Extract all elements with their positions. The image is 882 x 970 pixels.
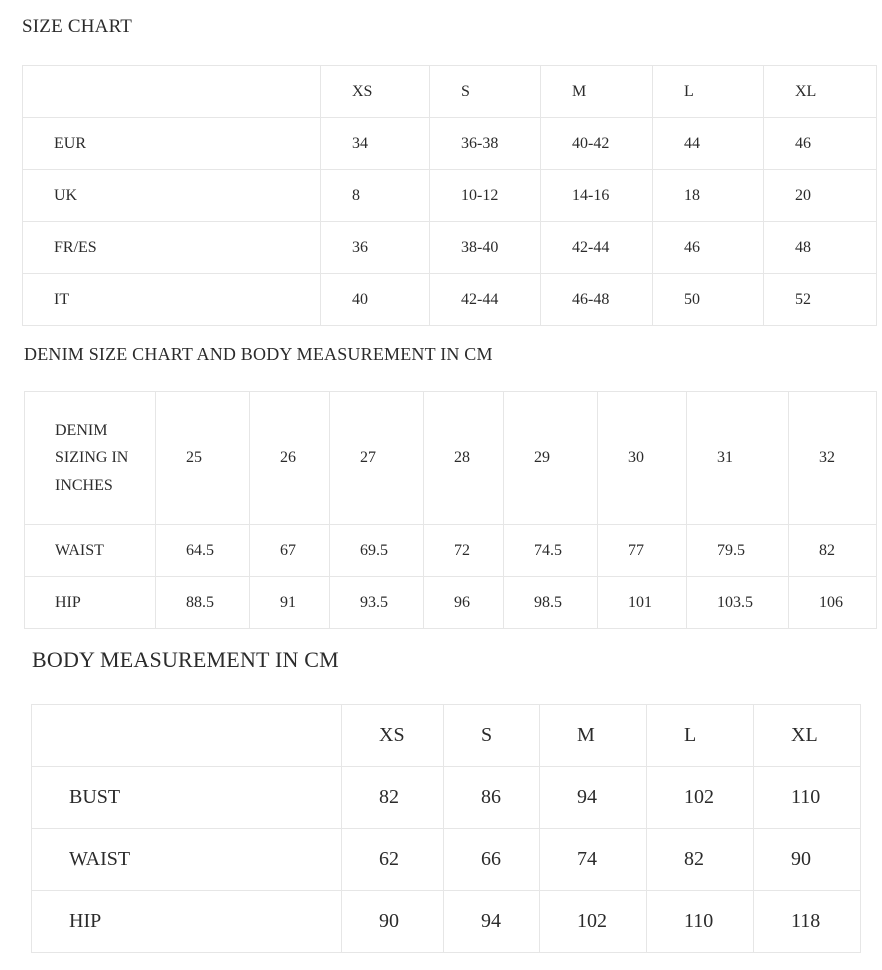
table-cell: 42-44: [541, 222, 653, 274]
size-header-cell: XL: [754, 705, 861, 767]
table-cell: 38-40: [430, 222, 541, 274]
table-cell: 110: [647, 891, 754, 953]
table-cell: 40-42: [541, 118, 653, 170]
size-header-cell: L: [647, 705, 754, 767]
table-cell: 18: [653, 170, 764, 222]
size-header-cell: XS: [342, 705, 444, 767]
table-cell: 106: [789, 577, 877, 629]
table-cell: 90: [342, 891, 444, 953]
table-row: [23, 118, 877, 170]
table-cell: 66: [444, 829, 540, 891]
table-cell: 82: [342, 767, 444, 829]
table-cell: 82: [789, 525, 877, 577]
table-cell: 101: [598, 577, 687, 629]
table-cell: 34: [321, 118, 430, 170]
table-cell: 14-16: [541, 170, 653, 222]
size-header-cell: 31: [687, 392, 789, 525]
table-cell: 10-12: [430, 170, 541, 222]
row-label: FR/ES: [23, 222, 321, 274]
size-header-cell: 32: [789, 392, 877, 525]
table-row: [32, 767, 861, 829]
table-cell: 77: [598, 525, 687, 577]
table-cell: 88.5: [156, 577, 250, 629]
table-header-row: [25, 392, 877, 525]
row-label: WAIST: [25, 525, 156, 577]
table-header-row: [32, 705, 861, 767]
table-cell: 69.5: [330, 525, 424, 577]
row-label: WAIST: [32, 829, 342, 891]
table-cell: 20: [764, 170, 877, 222]
table-cell: 110: [754, 767, 861, 829]
body-measurement-table: [31, 704, 861, 953]
denim-sizing-label: DENIM SIZING IN INCHES: [25, 392, 156, 525]
table-cell: 64.5: [156, 525, 250, 577]
table-cell: 102: [647, 767, 754, 829]
table-cell: 96: [424, 577, 504, 629]
size-chart-title: SIZE CHART: [22, 16, 133, 37]
size-header-cell: S: [444, 705, 540, 767]
size-header-cell: S: [430, 66, 541, 118]
header-corner-cell: [23, 66, 321, 118]
table-cell: 46: [764, 118, 877, 170]
size-header-cell: 26: [250, 392, 330, 525]
row-label: BUST: [32, 767, 342, 829]
size-header-cell: 28: [424, 392, 504, 525]
size-header-cell: 30: [598, 392, 687, 525]
size-header-cell: 29: [504, 392, 598, 525]
table-cell: 8: [321, 170, 430, 222]
table-row: [23, 274, 877, 326]
table-cell: 118: [754, 891, 861, 953]
table-cell: 50: [653, 274, 764, 326]
table-cell: 90: [754, 829, 861, 891]
table-cell: 72: [424, 525, 504, 577]
table-cell: 44: [653, 118, 764, 170]
size-chart-table: [22, 65, 877, 326]
size-header-cell: 25: [156, 392, 250, 525]
row-label: HIP: [25, 577, 156, 629]
table-cell: 79.5: [687, 525, 789, 577]
table-cell: 91: [250, 577, 330, 629]
table-cell: 74.5: [504, 525, 598, 577]
size-header-cell: L: [653, 66, 764, 118]
row-label: UK: [23, 170, 321, 222]
table-row: [25, 577, 877, 629]
denim-size-table: [24, 391, 877, 629]
table-cell: 40: [321, 274, 430, 326]
table-cell: 36-38: [430, 118, 541, 170]
body-chart-title: BODY MEASUREMENT IN CM: [32, 647, 339, 672]
table-cell: 42-44: [430, 274, 541, 326]
header-corner-cell: [32, 705, 342, 767]
table-cell: 67: [250, 525, 330, 577]
table-cell: 62: [342, 829, 444, 891]
table-row: [25, 525, 877, 577]
table-cell: 46-48: [541, 274, 653, 326]
table-cell: 74: [540, 829, 647, 891]
table-cell: 82: [647, 829, 754, 891]
size-header-cell: XS: [321, 66, 430, 118]
table-row: [23, 222, 877, 274]
table-header-row: [23, 66, 877, 118]
row-label: HIP: [32, 891, 342, 953]
table-cell: 46: [653, 222, 764, 274]
size-header-cell: 27: [330, 392, 424, 525]
size-header-cell: XL: [764, 66, 877, 118]
table-cell: 52: [764, 274, 877, 326]
table-cell: 36: [321, 222, 430, 274]
row-label: IT: [23, 274, 321, 326]
table-cell: 93.5: [330, 577, 424, 629]
table-cell: 102: [540, 891, 647, 953]
table-cell: 48: [764, 222, 877, 274]
table-cell: 98.5: [504, 577, 598, 629]
table-cell: 86: [444, 767, 540, 829]
table-row: [32, 829, 861, 891]
table-cell: 103.5: [687, 577, 789, 629]
size-header-cell: M: [540, 705, 647, 767]
table-row: [23, 170, 877, 222]
denim-chart-title: DENIM SIZE CHART AND BODY MEASUREMENT IN CM: [24, 344, 493, 364]
table-cell: 94: [540, 767, 647, 829]
table-cell: 94: [444, 891, 540, 953]
table-row: [32, 891, 861, 953]
row-label: EUR: [23, 118, 321, 170]
size-header-cell: M: [541, 66, 653, 118]
